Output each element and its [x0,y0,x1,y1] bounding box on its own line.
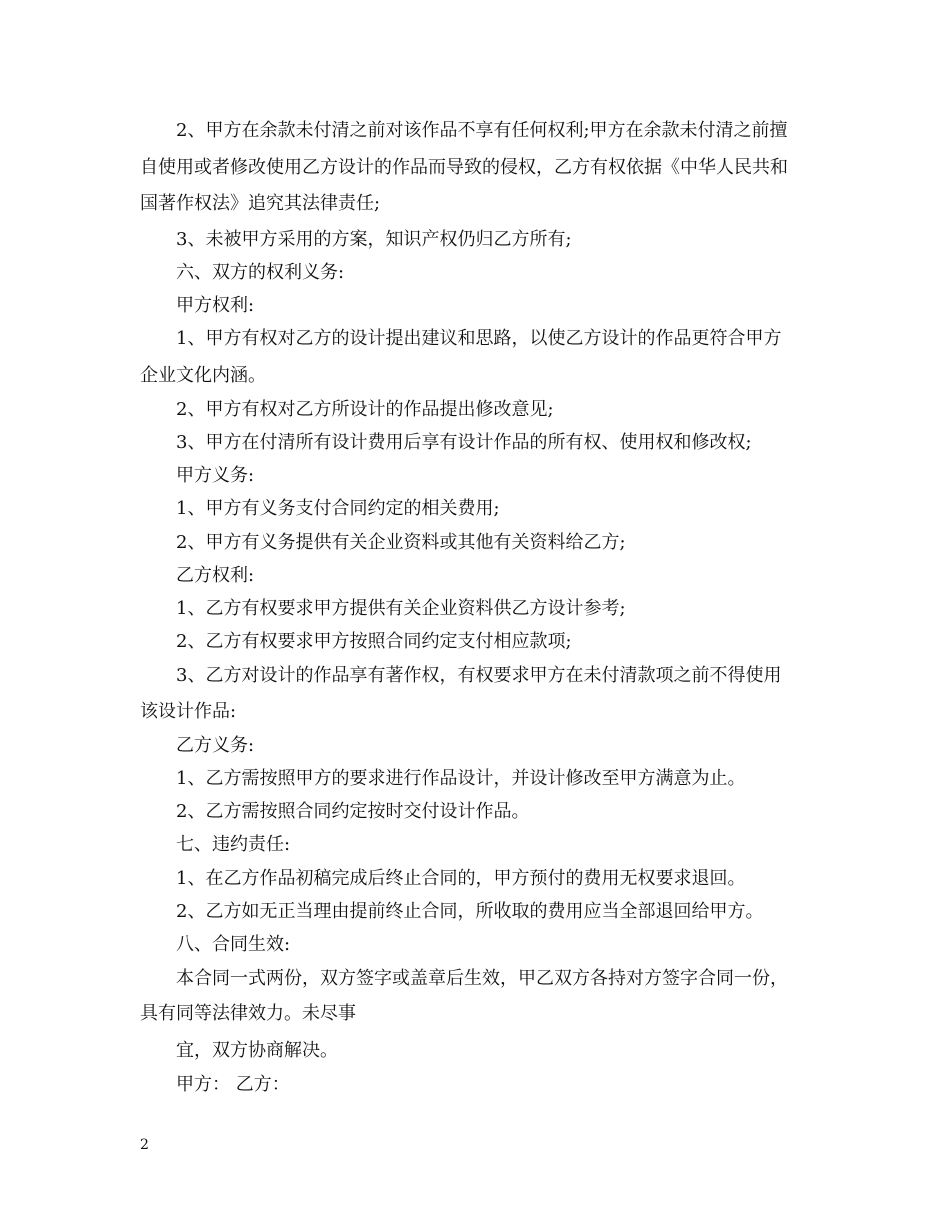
paragraph-line: 2、甲方有权对乙方所设计的作品提出修改意见; [176,399,554,420]
subsection-heading: 甲方义务: [176,465,255,486]
signature-line: 甲方： 乙方： [176,1074,290,1095]
paragraph-line: 1、甲方有义务支付合同约定的相关费用; [176,498,500,519]
subsection-heading: 乙方权利: [176,565,255,586]
section-heading: 八、合同生效: [176,934,291,955]
paragraph-line: 1、乙方需按照甲方的要求进行作品设计，并设计修改至甲方满意为止。 [176,768,746,789]
paragraph-line: 1、乙方有权要求甲方提供有关企业资料供乙方设计参考; [176,598,626,619]
paragraph-line: 3、未被甲方采用的方案，知识产权仍归乙方所有; [176,229,572,250]
paragraph-line: 自使用或者修改使用乙方设计的作品而导致的侵权，乙方有权依据《中华人民共和 [140,157,788,178]
paragraph-line: 2、乙方需按照合同约定按时交付设计作品。 [176,801,530,822]
paragraph-line: 本合同一式两份，双方签字或盖章后生效，甲乙双方各持对方签字合同一份， [176,968,788,989]
paragraph-line: 企业文化内涵。 [140,365,266,386]
paragraph-line: 3、甲方在付清所有设计费用后享有设计作品的所有权、使用权和修改权; [176,432,752,453]
paragraph-line: 2、甲方在余款未付清之前对该作品不享有任何权利;甲方在余款未付清之前擅 [176,120,788,141]
subsection-heading: 乙方义务: [176,735,255,756]
paragraph-line: 1、在乙方作品初稿完成后终止合同的，甲方预付的费用无权要求退回。 [176,868,746,889]
paragraph-line: 3、乙方对设计的作品享有著作权，有权要求甲方在未付清款项之前不得使用 [176,665,782,686]
paragraph-line: 2、乙方有权要求甲方按照合同约定支付相应款项; [176,631,572,652]
paragraph-line: 该设计作品: [140,701,237,722]
paragraph-line: 2、乙方如无正当理由提前终止合同，所收取的费用应当全部退回给甲方。 [176,901,764,922]
paragraph-line: 宜，双方协商解决。 [176,1040,338,1061]
page-number: 2 [140,1137,149,1153]
section-heading: 七、违约责任: [176,834,291,855]
section-heading: 六、双方的权利义务: [176,262,345,283]
subsection-heading: 甲方权利: [176,295,255,316]
paragraph-line: 2、甲方有义务提供有关企业资料或其他有关资料给乙方; [176,532,626,553]
paragraph-line: 1、甲方有权对乙方的设计提出建议和思路，以使乙方设计的作品更符合甲方 [176,328,782,349]
paragraph-line: 国著作权法》追究其法律责任; [140,193,381,214]
paragraph-line: 具有同等法律效力。未尽事 [140,1003,356,1024]
